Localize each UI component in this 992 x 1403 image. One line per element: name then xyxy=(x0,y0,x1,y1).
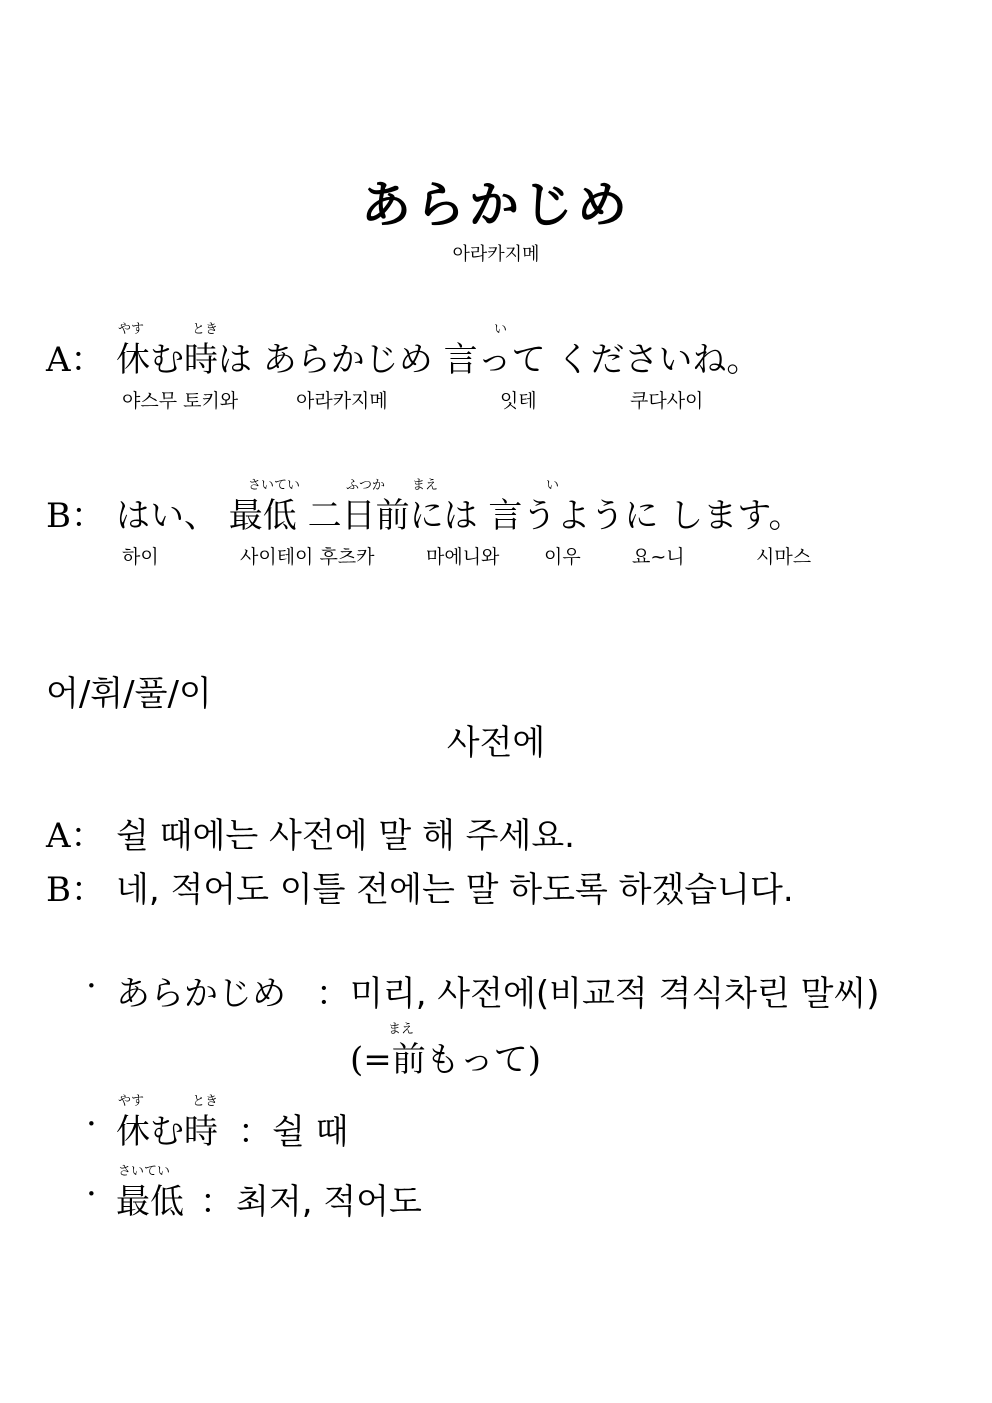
reading-b-5: 요~니 xyxy=(632,546,685,568)
vocab-sep: ： xyxy=(238,1112,272,1152)
sentence-a-ko: 쉴 때에는 사전에 말 해 주세요. xyxy=(116,816,575,856)
ruby-mae-extra: まえ xyxy=(388,1022,415,1037)
vocab-sep: ： xyxy=(200,1182,234,1222)
vocab-extra: (=前もって) xyxy=(350,1040,542,1080)
reading-b-4: 이우 xyxy=(544,546,581,568)
sentence-a: 休む時は あらかじめ 言って くださいね。 xyxy=(116,340,761,380)
vocab-meaning: 미리, 사전에(비교적 격식차린 말씨) xyxy=(350,974,880,1014)
ruby-futsuka: ふつか xyxy=(346,478,386,493)
vocab-term: 最低 xyxy=(116,1182,184,1222)
ruby-yasu-2: やす xyxy=(118,1094,145,1109)
vocab-meaning: 쉴 때 xyxy=(272,1112,349,1152)
reading-b-3: 마에니와 xyxy=(426,546,500,568)
ruby-yasu: やす xyxy=(118,322,145,337)
vocab-bullet: · xyxy=(86,966,97,1006)
vocab-term: あらかじめ xyxy=(116,974,286,1014)
reading-a-1: 야스무 토키와 xyxy=(122,390,239,412)
sentence-b: はい、 最低 二日前には 言うように します。 xyxy=(116,496,803,536)
word-meaning: 사전에 xyxy=(446,723,546,763)
vocab-term: 休む時 xyxy=(116,1112,218,1152)
vocab-bullet: · xyxy=(86,1104,97,1144)
reading-a-2: 아라카지메 xyxy=(296,390,388,412)
reading-a-4: 쿠다사이 xyxy=(630,390,704,412)
reading-b-6: 시마스 xyxy=(756,546,812,568)
ruby-mae: まえ xyxy=(412,478,439,493)
ruby-saitei: さいてい xyxy=(248,478,301,493)
vocab-bullet: · xyxy=(86,1174,97,1214)
vocab-meaning: 최저, 적어도 xyxy=(236,1182,422,1222)
ruby-i: い xyxy=(494,322,508,337)
speaker-a-ko: A： xyxy=(46,816,105,856)
ruby-toki: とき xyxy=(192,322,219,337)
speaker-a: A： xyxy=(46,340,105,380)
page-title: あらかじめ xyxy=(361,175,631,234)
vocab-heading: 어/휘/풀/이 xyxy=(46,674,212,714)
reading-b-1: 하이 xyxy=(122,546,159,568)
sentence-b-ko: 네, 적어도 이틀 전에는 말 하도록 하겠습니다. xyxy=(116,870,794,910)
page-title-reading: 아라카지메 xyxy=(452,244,540,265)
ruby-i-b: い xyxy=(546,478,560,493)
speaker-b-ko: B： xyxy=(46,870,105,910)
speaker-b: B： xyxy=(46,496,105,536)
ruby-toki-2: とき xyxy=(192,1094,219,1109)
vocab-sep: ： xyxy=(316,974,350,1014)
ruby-saitei-2: さいてい xyxy=(118,1164,171,1179)
reading-a-3: 잇테 xyxy=(500,390,537,412)
reading-b-2: 사이테이 후츠카 xyxy=(240,546,375,568)
